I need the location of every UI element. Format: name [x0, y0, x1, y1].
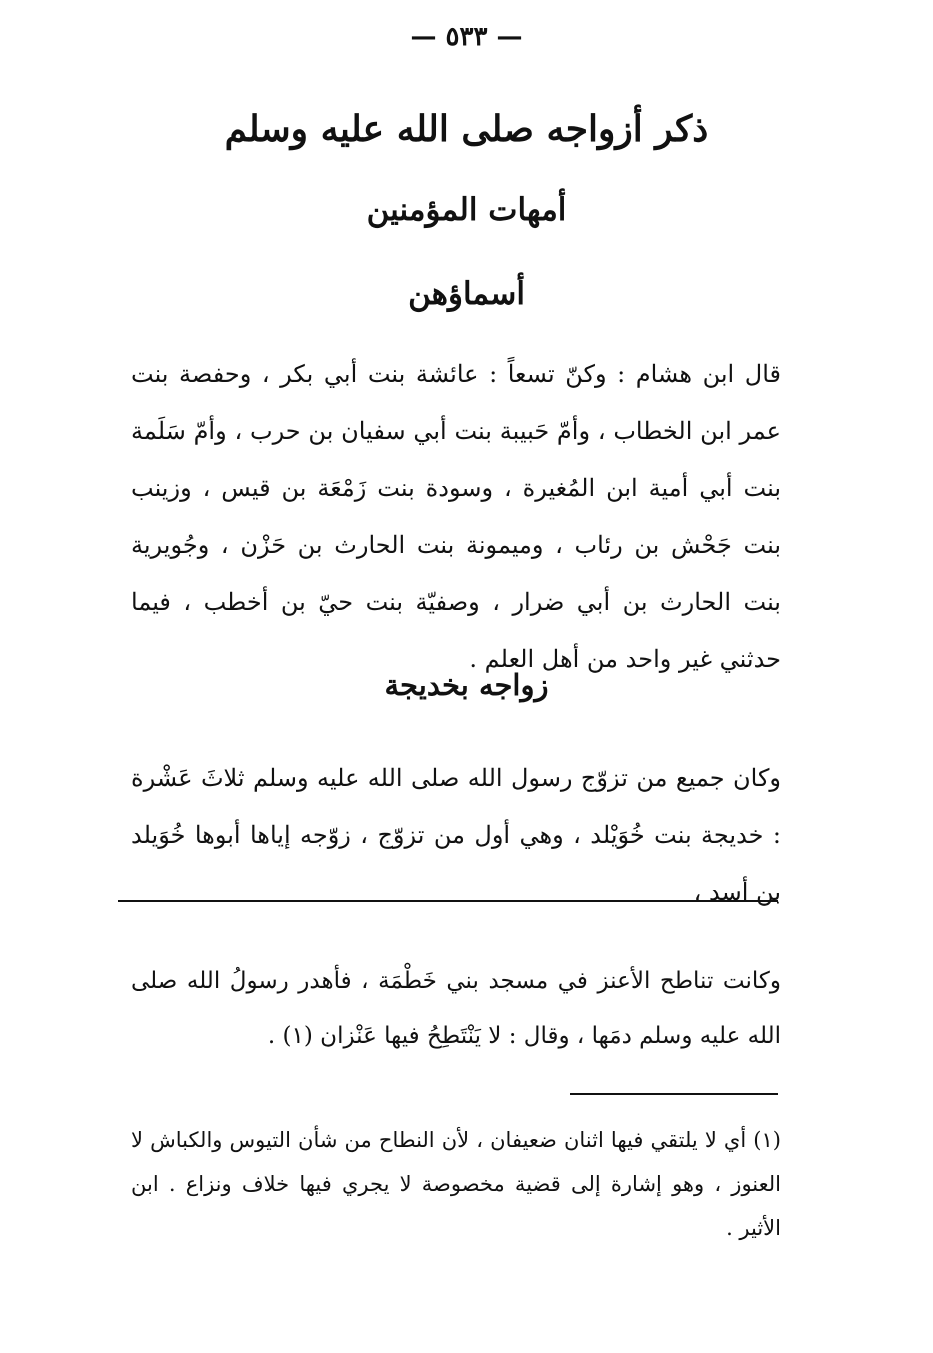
- note-paragraph: وكانت تناطح الأعنز في مسجد بني خَطْمَة ، فأهدر رسولُ الله صلى الله عليه وسلم دمَها ، وقال : لا يَنْتَطِحُ فيها عَنْزان (١) .: [131, 968, 781, 1049]
- footnote-rule: [570, 1093, 778, 1095]
- chapter-subtitle: أمهات المؤمنين: [366, 192, 567, 228]
- chapter-title: ذكر أزواجه صلى الله عليه وسلم: [224, 108, 709, 150]
- footnote: (١) أي لا يلتقي فيها اثنان ضعيفان ، لأن النطاح من شأن التيوس والكباش لا العنوز ، وهو إشارة إلى قضية مخصوصة لا يجري فيها خلاف ونزاع . ابن الأثير .: [131, 1128, 781, 1240]
- divider-rule: [118, 900, 778, 902]
- section-title-names: أسماؤهن: [408, 276, 525, 312]
- paragraph-khadija: وكان جميع من تزوّج رسول الله صلى الله عليه وسلم ثلاثَ عَشْرة : خديجة بنت خُوَيْلد ، وهي أول من تزوّج ، زوّجه إياها أبوها خُوَيلد بن أسد ،: [131, 764, 781, 906]
- paragraph-names: قال ابن هشام : وكنّ تسعاً : عائشة بنت أبي بكر ، وحفصة بنت عمر ابن الخطاب ، وأمّ حَبيبة بنت أبي سفيان بن حرب ، وأمّ سَلَمة بنت أبي أمية ابن المُغيرة ، وسودة بنت زَمْعَة بن قيس ، وزينب بنت جَحْش بن رئاب ، وميمونة بنت الحارث بن حَزْن ، وجُويرية بنت الحارث بن أبي ضرار ، وصفيّة بنت حيّ بن أخطب ، فيما حدثني غير واحد من أهل العلم .: [131, 360, 781, 673]
- section-title-khadija: زواجه بخديجة: [384, 668, 549, 702]
- page-number: — ٥٣٣ —: [410, 22, 523, 52]
